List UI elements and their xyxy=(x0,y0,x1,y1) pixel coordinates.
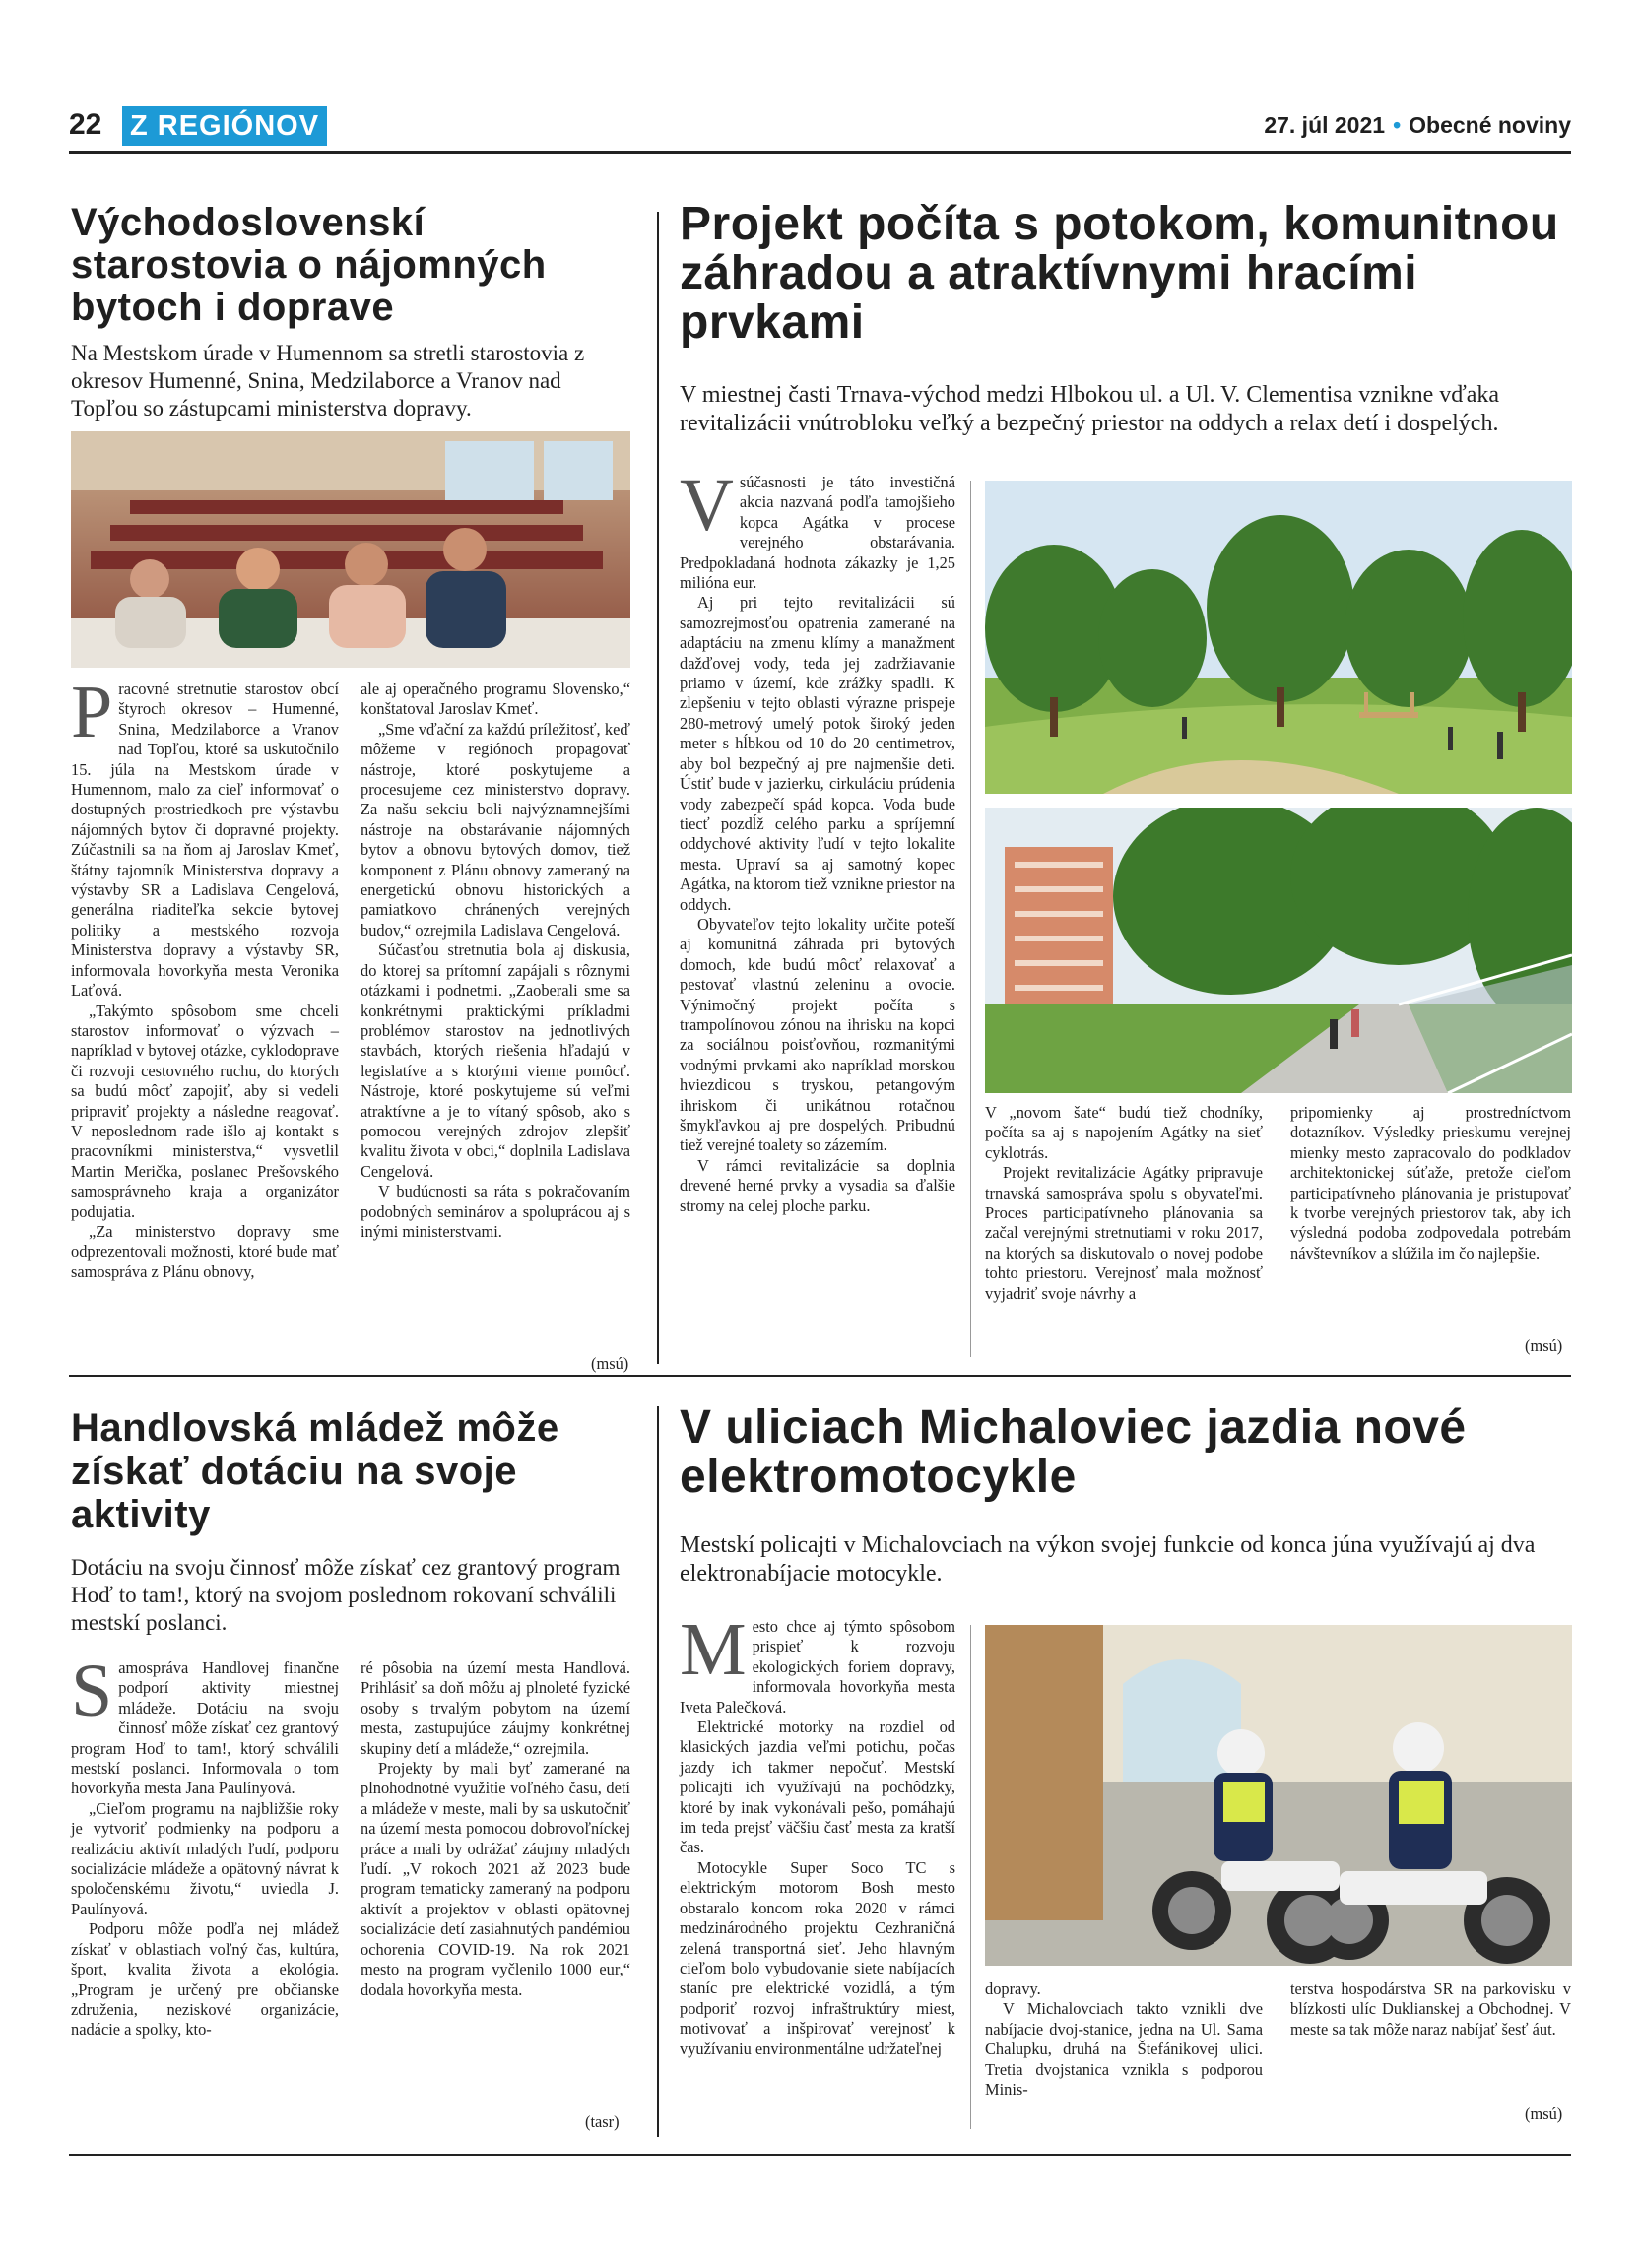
article1-column-2 xyxy=(361,680,630,1242)
paragraph: Projekty by mali byť zamerané na plnohodnotné využitie voľného času, detí a mládeže v meste, mali by sa uskutočniť na území mesta pomocou dobrovoľníckej práce a mali by odrážať záujmy mladých ľudí. „V rokoch 2021 až 2023 bude program tematicky zameraný na podporu aktivít a projektov v oblasti opätovnej socializácie detí zasiahnutých pandémiou ochorenia COVID-19. Na rok 2021 mesto na program vyčlenilo 1000 eur,“ dodala hovorkyňa mesta. xyxy=(361,1759,630,1999)
article2-title: Projekt počíta s potokom, komunitnou záhradou a atraktívnymi hracími prvkami xyxy=(680,198,1559,349)
paragraph: racovné stretnutie starostov obcí štyroch okresov – Humenné, Snina, Medzilaborce a Vranov nad Topľou, ktoré sa uskutočnilo 15. júla na Mestskom úrade v Humennom, malo za cieľ informovať o dostupných prostriedkoch pre výstavbu nájomných bytov či dopravné projekty. Zúčastnili sa na ňom aj Jaroslav Kmeť, štátny tajomník Ministerstva dopravy a výstavby SR a Ladislava Cengelová, generálna riaditeľka sekcie bytovej politiky a mestského rozvoja Ministerstva dopravy a výstavby SR, informovala hovorkyňa mesta Veronika Laťová. xyxy=(71,680,339,1001)
article3-column-1 xyxy=(71,1650,339,2041)
paragraph: Podporu môže podľa nej mládež získať v oblastiach voľný čas, kultúra, šport, kvalita života a ekológia. „Program je určený pre občianske združenia, neziskové organizácie, nadácie a spolky, kto- xyxy=(71,1919,339,2040)
column-divider xyxy=(970,1625,971,2129)
article2-signature: (msú) xyxy=(1525,1336,1563,1355)
page-header xyxy=(69,106,1571,152)
paragraph: Motocykle Super Soco TC s elektrickým motorom Bosh mesto obstaralo koncom roka 2020 v rámci medzinárodného projektu Cezhraničná zelená transportná sieť. Jeho hlavným cieľom bolo vybudovanie siete nabíjacích staníc pre elektrické vozidlá, a tým podporiť rozvoj infraštruktúry miest, motivovať a inšpirovať verejnosť k využívaniu environmentálne udržateľnej xyxy=(680,1857,955,2058)
article4-signature: (msú) xyxy=(1525,2105,1563,2123)
article3-column-2 xyxy=(361,1658,630,2000)
article2-column-2 xyxy=(985,1103,1263,1304)
column-divider xyxy=(657,212,659,1364)
paragraph: „Sme vďační za každú príležitosť, keď môžeme v regiónoch propagovať nástroje, ktoré poskytujeme a procesujeme cez ministerstvo dopravy. Za našu sekciu boli najvýznamnejšími nástroje na obstarávanie nájomných bytov a obnovu bytových domov, tiež komponent z Plánu obnovy zameraný na energetickú obnovu historických a pamiatkovo chránených verejných budov,“ ozrejmila Ladislava Cengelová. xyxy=(361,719,630,940)
article4-column-1 xyxy=(680,1608,955,2059)
paragraph: „Takýmto spôsobom sme chceli starostov informovať o výzvach – napríklad v bytovej otázke, cyklodoprave či rozvoji cestovného ruchu, do ktorých sa budú môcť zapojiť, aby si vedeli pripraviť projekty a následne reagovať. V neposlednom rade išlo aj kontakt s pracovníkmi ministerstva,“ vysvetlil Martin Merička, poslanec Prešovského samosprávneho kraja a organizátor podujatia. xyxy=(71,1001,339,1221)
paragraph: amospráva Handlovej finančne podporí aktivity miestnej mládeže. Dotáciu na svoju činnosť môže získať cez grantový program Hoď to tam!, ktorý schválili mestskí poslanci. Informovala o tom hovorkyňa mesta Jana Paulínyová. xyxy=(71,1658,339,1798)
paragraph: Aj pri tejto revitalizácii sú samozrejmosťou opatrenia zamerané na adaptáciu na zmenu klímy a manažment dažďovej vody, teda jej zadržiavanie priamo v území, kde zrážky spadli. K zlepšeniu v tejto oblasti výrazne prispeje 280-metrový umelý potok široký jeden meter s hĺbkou od 10 do 20 centimetrov, aby bol bezpečný aj pre najmenšie deti. Ústiť bude v jazierku, cirkuláciu prúdenia vody zabezpečí spád kopca. Voda bude tiecť pozdĺž celého parku a spríjemní oddychové aktivity ľudí v tejto lokalite mesta. Upraví sa aj samotný kopec Agátka, na ktorom tiež vznikne priestor na oddych. xyxy=(680,593,955,914)
park-playground-photo xyxy=(985,481,1572,794)
paragraph: V Michalovciach takto vznikli dve nabíjacie dvoj-stanice, jedna na Ul. Sama Chalupku, druhá na Štefánikovej ulici. Tretia dvojstanica vznikla s podporou Minis- xyxy=(985,1999,1263,2100)
paragraph: terstva hospodárstva SR na parkovisku v blízkosti ulíc Duklianskej a Obchodnej. V meste sa tak môže naraz nabíjať šesť áut. xyxy=(1290,1979,1571,2039)
article2-drop-cap: V xyxy=(680,464,734,547)
paragraph: dopravy. xyxy=(985,1979,1041,1998)
article1-title: Východoslovenskí starostovia o nájomných bytoch i doprave xyxy=(71,201,547,329)
paragraph: Elektrické motorky na rozdiel od klasických jazdia veľmi potichu, počas jazdy ich takmer nepočuť. Mestskí policajti ich využívajú na pochôdzky, ktoré by inak vykonávali pešo, pomáhajú im teda prejsť väčšiu časť mesta za kratší čas. xyxy=(680,1717,955,1857)
issue-date: 27. júl 2021 xyxy=(1264,112,1386,138)
article3-signature: (tasr) xyxy=(585,2112,620,2131)
paragraph: „Za ministerstvo dopravy sme odprezentovali možnosti, ktoré bude mať samospráva z Plánu obnovy, xyxy=(71,1221,339,1281)
article2-lede: V miestnej časti Trnava-východ medzi Hlbokou ul. a Ul. V. Clementisa vznikne vďaka revitalizácii vnútrobloku veľký a bezpečný priestor na oddych a relax detí i dospelých. xyxy=(680,382,1500,436)
park-path-photo xyxy=(985,808,1572,1093)
article1-drop-cap: P xyxy=(71,671,113,753)
article4-title: V uliciach Michaloviec jazdia nové elektromotocykle xyxy=(680,1401,1467,1503)
article3-lede: Dotáciu na svoju činnosť môže získať cez grantový program Hoď to tam!, ktorý na svojom poslednom rokovaní schválili mestskí poslanci. xyxy=(71,1555,621,1635)
section-rule xyxy=(69,1375,1571,1377)
paragraph: ré pôsobia na území mesta Handlová. Prihlásiť sa doň môžu aj plnoleté fyzické osoby s trvalým pobytom na území mesta, zastupujúce záujmy konkrétnej skupiny detí a mládeže,“ ozrejmila. xyxy=(361,1658,630,1758)
column-divider xyxy=(657,1406,659,2137)
article4-column-3 xyxy=(1290,1979,1571,2040)
column-divider xyxy=(970,481,971,1357)
article4-drop-cap: M xyxy=(680,1608,747,1691)
paragraph: V „novom šate“ budú tiež chodníky, počíta sa aj s napojením Agátky na sieť cyklotrás. xyxy=(985,1103,1263,1162)
paragraph: esto chce aj týmto spôsobom prispieť k rozvoju ekologických foriem dopravy, informovala hovorkyňa mesta Iveta Palečková. xyxy=(680,1617,955,1717)
article4-lede: Mestskí policajti v Michalovciach na výkon svojej funkcie od konca júna využívajú aj dva elektronabíjacie motocykle. xyxy=(680,1532,1536,1587)
separator-dot: • xyxy=(1393,112,1402,138)
paragraph: „Cieľom programu na najbližšie roky je vytvoriť podmienky na podporu a realizáciu aktivít mladých ľudí, podporu socializácie mládeže a opätovný návrat k spoločenskému životu,“ uviedla J. Paulínyová. xyxy=(71,1798,339,1918)
section-tag: Z REGIÓNOV xyxy=(122,106,327,146)
paragraph: Projekt revitalizácie Agátky pripravuje trnavská samospráva spolu s obyvateľmi. Proces participatívneho plánovania sa začal verejnými stretnutiami v roku 2017, na ktorých sa diskutovalo o novej podobe tohto priestoru. Verejnosť mala možnosť vyjadriť svoje návrhy a xyxy=(985,1163,1263,1303)
paragraph: súčasnosti je táto investičná akcia nazvaná podľa tamojšieho kopca Agátka v procese verejného obstarávania. Predpokladaná hodnota zákazky je 1,25 milióna eur. xyxy=(680,473,955,593)
article1-signature: (msú) xyxy=(591,1354,629,1373)
paragraph: ale aj operačného programu Slovensko,“ konštatoval Jaroslav Kmeť. xyxy=(361,680,630,719)
article4-column-2 xyxy=(985,1979,1263,2100)
paragraph: pripomienky aj prostredníctvom dotazníkov. Výsledky prieskumu verejnej mienky mesto zapracovalo do podkladov architektonickej súťaže, pretože cieľom participatívneho plánovania je pristupovať k tvorbe verejných priestorov tak, aby ich výsledná podoba zodpovedala potrebám návštevníkov a slúžila im čo najlepšie. xyxy=(1290,1103,1571,1263)
article2-column-3 xyxy=(1290,1103,1571,1264)
paper-name: Obecné noviny xyxy=(1409,112,1571,138)
paragraph: Súčasťou stretnutia bola aj diskusia, do ktorej sa prítomní zapájali s rôznymi otázkami i podnetmi. „Zaoberali sme sa konkrétnymi praktickými príkladmi problémov starostov na jednotlivých stavbách, ktorých riešenia hľadajú v legislatíve a s ktorými vieme pomôcť. Nástroje, ktoré poskytujeme sú veľmi atraktívne a je to vítaný spôsob, ako s pomocou verejných zdrojov zlepšiť kvalitu života v obci,“ doplnila Ladislava Cengelová. xyxy=(361,940,630,1181)
paragraph: V rámci revitalizácie sa doplnia drevené herné prvky a vysadia sa ďalšie stromy na celej ploche parku. xyxy=(680,1155,955,1215)
article1-lede: Na Mestskom úrade v Humennom sa stretli starostovia z okresov Humenné, Snina, Medzilaborce a Vranov nad Topľou so zástupcami ministerstva dopravy. xyxy=(71,341,585,421)
paragraph: V budúcnosti sa ráta s pokračovaním podobných seminárov a spoluprácou aj s inými ministerstvami. xyxy=(361,1182,630,1241)
article2-column-1 xyxy=(680,464,955,1216)
header-rule xyxy=(69,151,1571,154)
issue-info xyxy=(1264,112,1571,139)
article1-column-1 xyxy=(71,671,339,1282)
paragraph: Obyvateľov tejto lokality určite poteší aj komunitná záhrada pri bytových domoch, kde budú môcť relaxovať a pestovať vlastnú zeleninu a ovocie. Výnimočný projekt počíta s trampolínovou zónou na ihrisku na kopci za sociálnou poisťovňou, rozmanitými vodnými prvkami ako napríklad morskou hviezdicou s tryskou, petangovým ihriskom či unikátnou rotačnou šmykľavkou aj pre dospelých. Pribudnú tiež verejné toalety so zázemím. xyxy=(680,914,955,1155)
article3-drop-cap: S xyxy=(71,1650,113,1732)
article3-title: Handlovská mládež môže získať dotáciu na svoje aktivity xyxy=(71,1406,559,1536)
page-bottom-rule xyxy=(69,2154,1571,2156)
page-number: 22 xyxy=(69,108,102,141)
police-motorcycles-photo xyxy=(985,1625,1572,1966)
meeting-photo xyxy=(71,431,630,668)
